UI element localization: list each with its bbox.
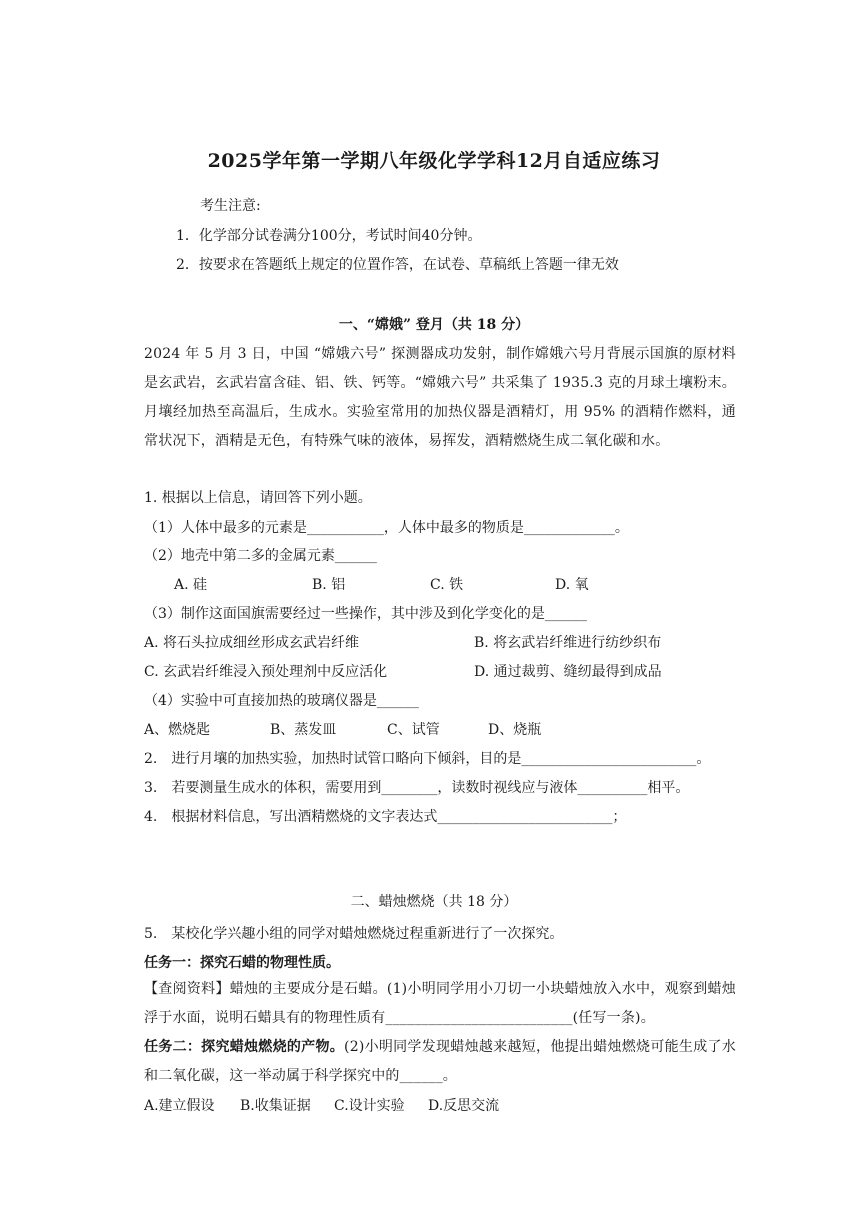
- task-2-heading: 任务二：探究蜡烛燃烧的产物。: [144, 1039, 345, 1055]
- option: D. 氧: [555, 577, 589, 593]
- option: D、烧瓶: [488, 722, 542, 738]
- passage: 2024 年 5 月 3 日，中国 “嫦娥六号” 探测器成功发射，制作嫦娥六号月背展示国旗的原材料是玄武岩，玄武岩富含硅、铝、铁、钙等。“嫦娥六号” 共采集了 1935.3 克的月球土壤粉末。月壤经加热至高温后，生成水。实验室常用的加热仪器是酒精灯，用 95% 的酒精作燃料，通常状况下，酒精是无色，有特殊气味的液体，易挥发，酒精燃烧生成二氧化碳和水。: [144, 346, 736, 449]
- notice-heading: 考生注意:: [200, 198, 261, 214]
- page-title: 2025学年第一学期八年级化学学科12月自适应练习: [207, 150, 661, 172]
- option: C、试管: [387, 722, 440, 738]
- question-5: 5. 某校化学兴趣小组的同学对蜡烛燃烧过程重新进行了一次探究。: [144, 926, 564, 942]
- option: C. 铁: [430, 577, 464, 593]
- task-2-text: (2)小明同学发现蜡烛越来越短，他提出蜡烛燃烧可能生成了水和二氧化碳，这一举动属于科学探究中的______。: [144, 1039, 736, 1084]
- question-3: 3. 若要测量生成水的体积，需要用到________，读数时视线应与液体__________相平。: [144, 780, 690, 796]
- task-2-paragraph: [144, 1033, 736, 1091]
- task-1-heading: 任务一：探究石蜡的物理性质。: [144, 955, 340, 971]
- question-2: 2. 进行月壤的加热实验，加热时试管口略向下倾斜，目的是_________________________。: [144, 751, 711, 767]
- option: D. 通过裁剪、缝纫最得到成品: [474, 664, 662, 680]
- option: C.设计实验: [334, 1098, 405, 1114]
- question-1-intro: 1. 根据以上信息，请回答下列小题。: [144, 490, 372, 506]
- option: D.反思交流: [428, 1098, 500, 1114]
- option: A. 将石头拉成细丝形成玄武岩纤维: [144, 635, 360, 651]
- option: B.收集证据: [240, 1098, 311, 1114]
- question-1-2: （2）地壳中第二多的金属元素______: [144, 548, 377, 564]
- option: C. 玄武岩纤维浸入预处理剂中反应活化: [144, 664, 388, 680]
- option: B. 铝: [312, 577, 346, 593]
- question-1-4: （4）实验中可直接加热的玻璃仪器是______: [144, 693, 419, 709]
- option: A.建立假设: [144, 1098, 215, 1114]
- notice-item: 1．化学部分试卷满分100分，考试时间40分钟。: [176, 228, 482, 244]
- option: B、蒸发皿: [270, 722, 337, 738]
- option: A. 硅: [174, 577, 208, 593]
- question-1-1: （1）人体中最多的元素是___________，人体中最多的物质是_____________。: [144, 520, 629, 536]
- section-heading: 二、蜡烛燃烧（共 18 分）: [350, 894, 518, 910]
- question-1-3: （3）制作这面国旗需要经过一些操作，其中涉及到化学变化的是______: [144, 606, 587, 622]
- notice-item: 2．按要求在答题纸上规定的位置作答，在试卷、草稿纸上答题一律无效: [176, 257, 619, 273]
- option: B. 将玄武岩纤维进行纺纱织布: [474, 635, 662, 651]
- task-1-text: 【查阅资料】蜡烛的主要成分是石蜡。(1)小明同学用小刀切一小块蜡烛放入水中，观察到蜡烛浮于水面，说明石蜡具有的物理性质有__________________________(任写一条)。: [144, 981, 736, 1026]
- question-4: 4. 根据材料信息，写出酒精燃烧的文字表达式_________________________；: [144, 809, 627, 825]
- option: A、燃烧匙: [144, 722, 211, 738]
- section-heading: 一、“嫦娥” 登月（共 18 分）: [338, 317, 530, 333]
